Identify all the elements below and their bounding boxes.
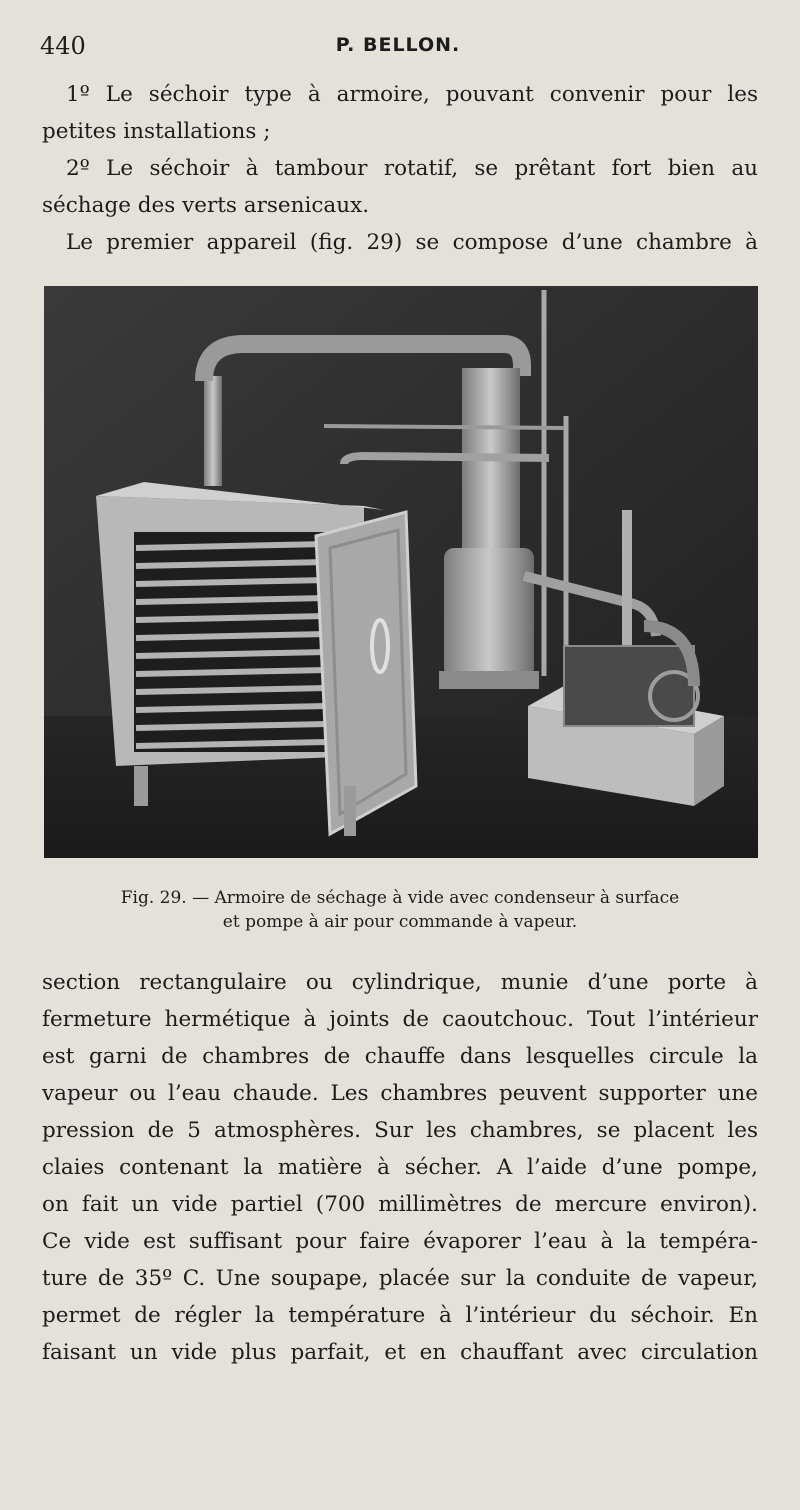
running-head: P. BELLON. [335,34,461,56]
text-line: vapeur ou l’eau chaude. Les chambres peuvent supporter une [42,1081,758,1106]
text-line: faisant un vide plus parfait, et en chauffant avec circulation [42,1340,758,1365]
text-line: fermeture hermétique à joints de caoutchouc. Tout l’intérieur [42,1007,758,1032]
text-line: petites installations ; [42,119,271,144]
figure-photograph [44,286,758,858]
text-line: permet de régler la température à l’intérieur du séchoir. En [42,1303,758,1328]
caption-line: et pompe à air pour commande à vapeur. [222,912,578,932]
top-paragraphs [42,76,758,261]
text-line: on fait un vide partiel (700 millimètres de mercure environ). [42,1192,758,1217]
text-line: claies contenant la matière à sécher. A l’aide d’une pompe, [42,1155,758,1180]
text-line: section rectangulaire ou cylindrique, munie d’une porte à [42,970,758,995]
text-line: ture de 35º C. Une soupape, placée sur la conduite de vapeur, [42,1266,758,1291]
figure-caption [44,886,756,934]
text-line: Le premier appareil (fig. 29) se compose d’une chambre à [66,230,758,255]
text-line: 2º Le séchoir à tambour rotatif, se prêtant fort bien au [66,156,758,181]
text-line: est garni de chambres de chauffe dans lesquelles circule la [42,1044,758,1069]
page-number: 440 [40,32,86,60]
text-line: séchage des verts arsenicaux. [42,193,370,218]
caption-line: Fig. 29. — Armoire de séchage à vide avec condenseur à surface [120,888,680,908]
text-line: pression de 5 atmosphères. Sur les chambres, se placent les [42,1118,758,1143]
drying-cabinet-illustration [44,286,758,858]
text-line: 1º Le séchoir type à armoire, pouvant convenir pour les [66,82,758,107]
page-header [40,32,756,68]
body-paragraph [42,964,758,1371]
text-line: Ce vide est suffisant pour faire évaporer l’eau à la tempéra- [42,1229,758,1254]
